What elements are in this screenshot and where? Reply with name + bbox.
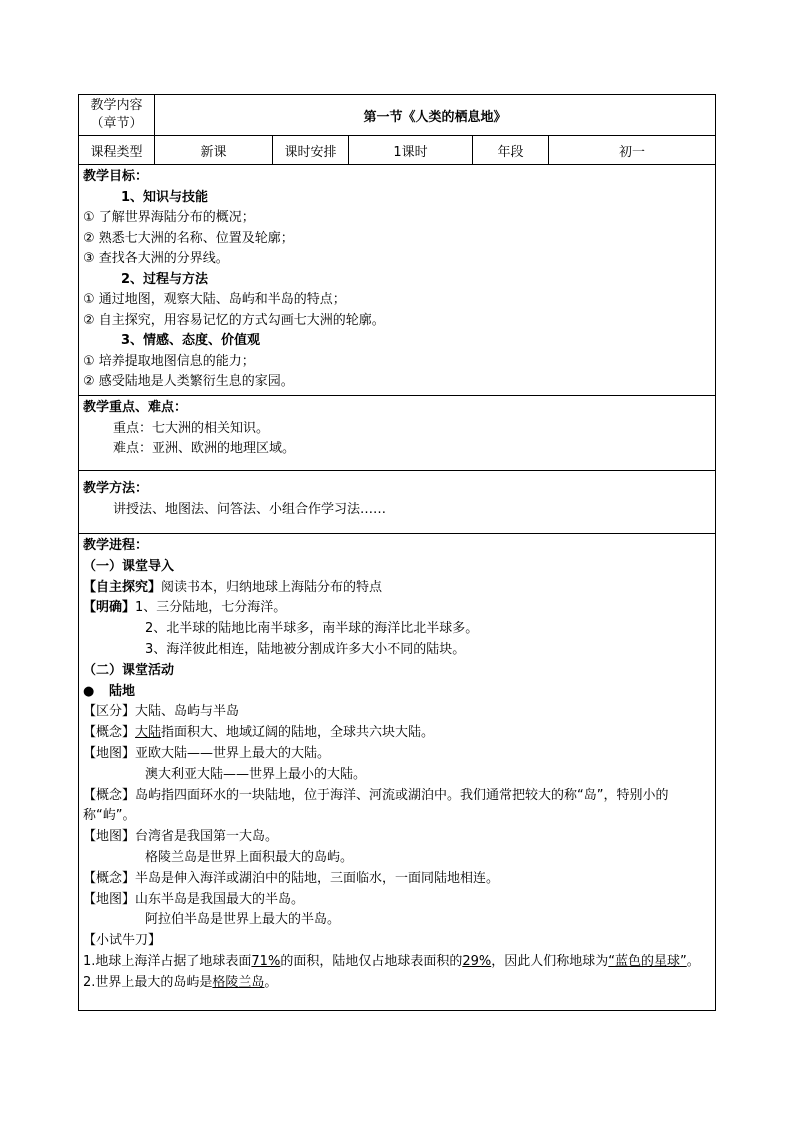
methods-row: [79, 471, 716, 534]
goal-knowledge-1: ① 了解世界海陆分布的概况；: [83, 210, 255, 225]
process-heading: 教学进程：: [83, 538, 149, 553]
map-text-3: 山东半岛是我国最大的半岛。: [135, 891, 305, 907]
q1-text-c: 的面积，陆地仅占地球表面积的: [280, 953, 463, 969]
concept-tag-3: 【概念】: [83, 870, 136, 886]
process-part1: （一）课堂导入: [83, 558, 175, 574]
goal-emotion-1: ① 培养提取地图信息的能力；: [83, 353, 255, 369]
q1-text-e: ，因此人们称地球为: [491, 953, 609, 969]
land-heading: 陆地: [109, 683, 136, 699]
grade-label: 年段: [473, 136, 549, 165]
q2-text-a: 2.世界上最大的岛屿是: [83, 974, 213, 990]
concept-text-2: 岛屿指四面环水的一块陆地，位于海洋、河流或湖泊中。我们通常把较大的称“岛”，特别小的称“屿”。: [83, 787, 669, 824]
map-tag-3: 【地图】: [83, 891, 136, 907]
process-row: [79, 534, 716, 1011]
land-line: [83, 682, 711, 703]
lesson-plan-table: [78, 94, 716, 1011]
concept-line-1: [83, 723, 711, 744]
content-label-cell: [79, 95, 155, 136]
map-tag-1: 【地图】: [83, 745, 136, 761]
goals-row: [79, 165, 716, 396]
concept-tag-1: 【概念】: [83, 725, 136, 741]
explore-text: 阅读书本，归纳地球上海陆分布的特点: [161, 579, 383, 595]
keypoints-row: [79, 396, 716, 471]
content-label-line1: 教学内容: [90, 98, 143, 113]
course-type-value: 新课: [155, 136, 273, 165]
goals-heading: 教学目标：: [83, 169, 149, 184]
q1-answer-name: “蓝色的星球”: [608, 953, 687, 969]
concept-line-2: [83, 786, 711, 828]
course-info-row: [79, 136, 716, 165]
keypoint-focus: 重点：七大洲的相关知识。: [113, 420, 270, 436]
concept-line-3: [83, 869, 711, 890]
goal-knowledge-2: ② 熟悉七大洲的名称、位置及轮廓；: [83, 230, 294, 246]
concept-tag-2: 【概念】: [83, 787, 136, 803]
keypoints-heading: 教学重点、难点：: [83, 400, 188, 415]
process-cell: [79, 534, 716, 1011]
q1-answer-ocean: 71%: [251, 953, 281, 969]
goals-section-emotion: 3、情感、态度、价值观: [121, 333, 261, 348]
grade-value: 初一: [549, 136, 716, 165]
practice-heading: 【小试牛刀】: [83, 933, 162, 949]
clarify-2: 2、北半球的陆地比南半球多，南半球的海洋比北半球多。: [145, 621, 479, 637]
schedule-value: 1课时: [349, 136, 473, 165]
goal-process-2: ② 自主探究，用容易记忆的方式勾画七大洲的轮廓。: [83, 312, 385, 328]
clarify-line-1: [83, 598, 711, 619]
explore-tag: 【自主探究】: [83, 579, 162, 595]
clarify-3: 3、海洋彼此相连，陆地被分割成许多大小不同的陆块。: [145, 641, 466, 657]
schedule-label: 课时安排: [273, 136, 349, 165]
process-part2: （二）课堂活动: [83, 662, 175, 678]
methods-text: 讲授法、地图法、问答法、小组合作学习法……: [113, 501, 387, 517]
clarify-1: 1、三分陆地，七分海洋。: [135, 600, 287, 616]
map-text-1b: 澳大利亚大陆——世界上最小的大陆。: [145, 766, 367, 782]
methods-cell: [79, 471, 716, 534]
q2-text-c: 。: [264, 974, 278, 990]
q1-answer-land: 29%: [462, 953, 492, 969]
clarify-tag: 【明确】: [83, 600, 136, 616]
methods-heading: 教学方法：: [83, 481, 149, 496]
goals-cell: [79, 165, 716, 396]
map-tag-2: 【地图】: [83, 829, 136, 845]
map-text-2b: 格陵兰岛是世界上面积最大的岛屿。: [145, 849, 354, 865]
goal-emotion-2: ② 感受陆地是人类繁衍生息的家园。: [83, 374, 294, 389]
q1-text-a: 1.地球上海洋占据了地球表面: [83, 953, 252, 969]
keypoints-cell: [79, 396, 716, 471]
goals-section-knowledge: 1、知识与技能: [121, 189, 209, 205]
q1-text-g: 。: [686, 953, 700, 969]
distinguish-line: [83, 702, 711, 723]
distinguish-tag: 【区分】: [83, 704, 136, 720]
map-text-1: 亚欧大陆——世界上最大的大陆。: [135, 745, 331, 761]
course-type-label: 课程类型: [79, 136, 155, 165]
distinguish-text: 大陆、岛屿与半岛: [135, 704, 240, 720]
bullet-icon: ●: [83, 683, 95, 699]
goal-knowledge-3: ③ 查找各大洲的分界线。: [83, 251, 229, 266]
header-row: [79, 95, 716, 136]
content-label-line2: （章节）: [90, 116, 143, 131]
lesson-title: 第一节《人类的栖息地》: [155, 95, 716, 136]
map-text-3b: 阿拉伯半岛是世界上最大的半岛。: [145, 912, 341, 928]
map-line-2: [83, 827, 711, 848]
q2-answer: 格陵兰岛: [212, 974, 265, 990]
map-text-2: 台湾省是我国第一大岛。: [135, 829, 279, 845]
practice-question-1: [83, 952, 711, 973]
explore-line: [83, 578, 711, 599]
goal-process-1: ① 通过地图，观察大陆、岛屿和半岛的特点；: [83, 292, 346, 307]
lesson-plan-page: [78, 94, 715, 1011]
practice-question-2: [83, 973, 711, 994]
map-line-3: [83, 890, 711, 911]
concept-text-1: 指面积大、地域辽阔的陆地，全球共六块大陆。: [161, 725, 435, 741]
keypoint-difficulty: 难点：亚洲、欧洲的地理区域。: [113, 441, 296, 456]
goals-section-process: 2、过程与方法: [121, 271, 209, 287]
map-line-1: [83, 744, 711, 765]
concept-term-continent: 大陆: [135, 725, 162, 741]
concept-text-3: 半岛是伸入海洋或湖泊中的陆地，三面临水，一面同陆地相连。: [135, 870, 500, 886]
